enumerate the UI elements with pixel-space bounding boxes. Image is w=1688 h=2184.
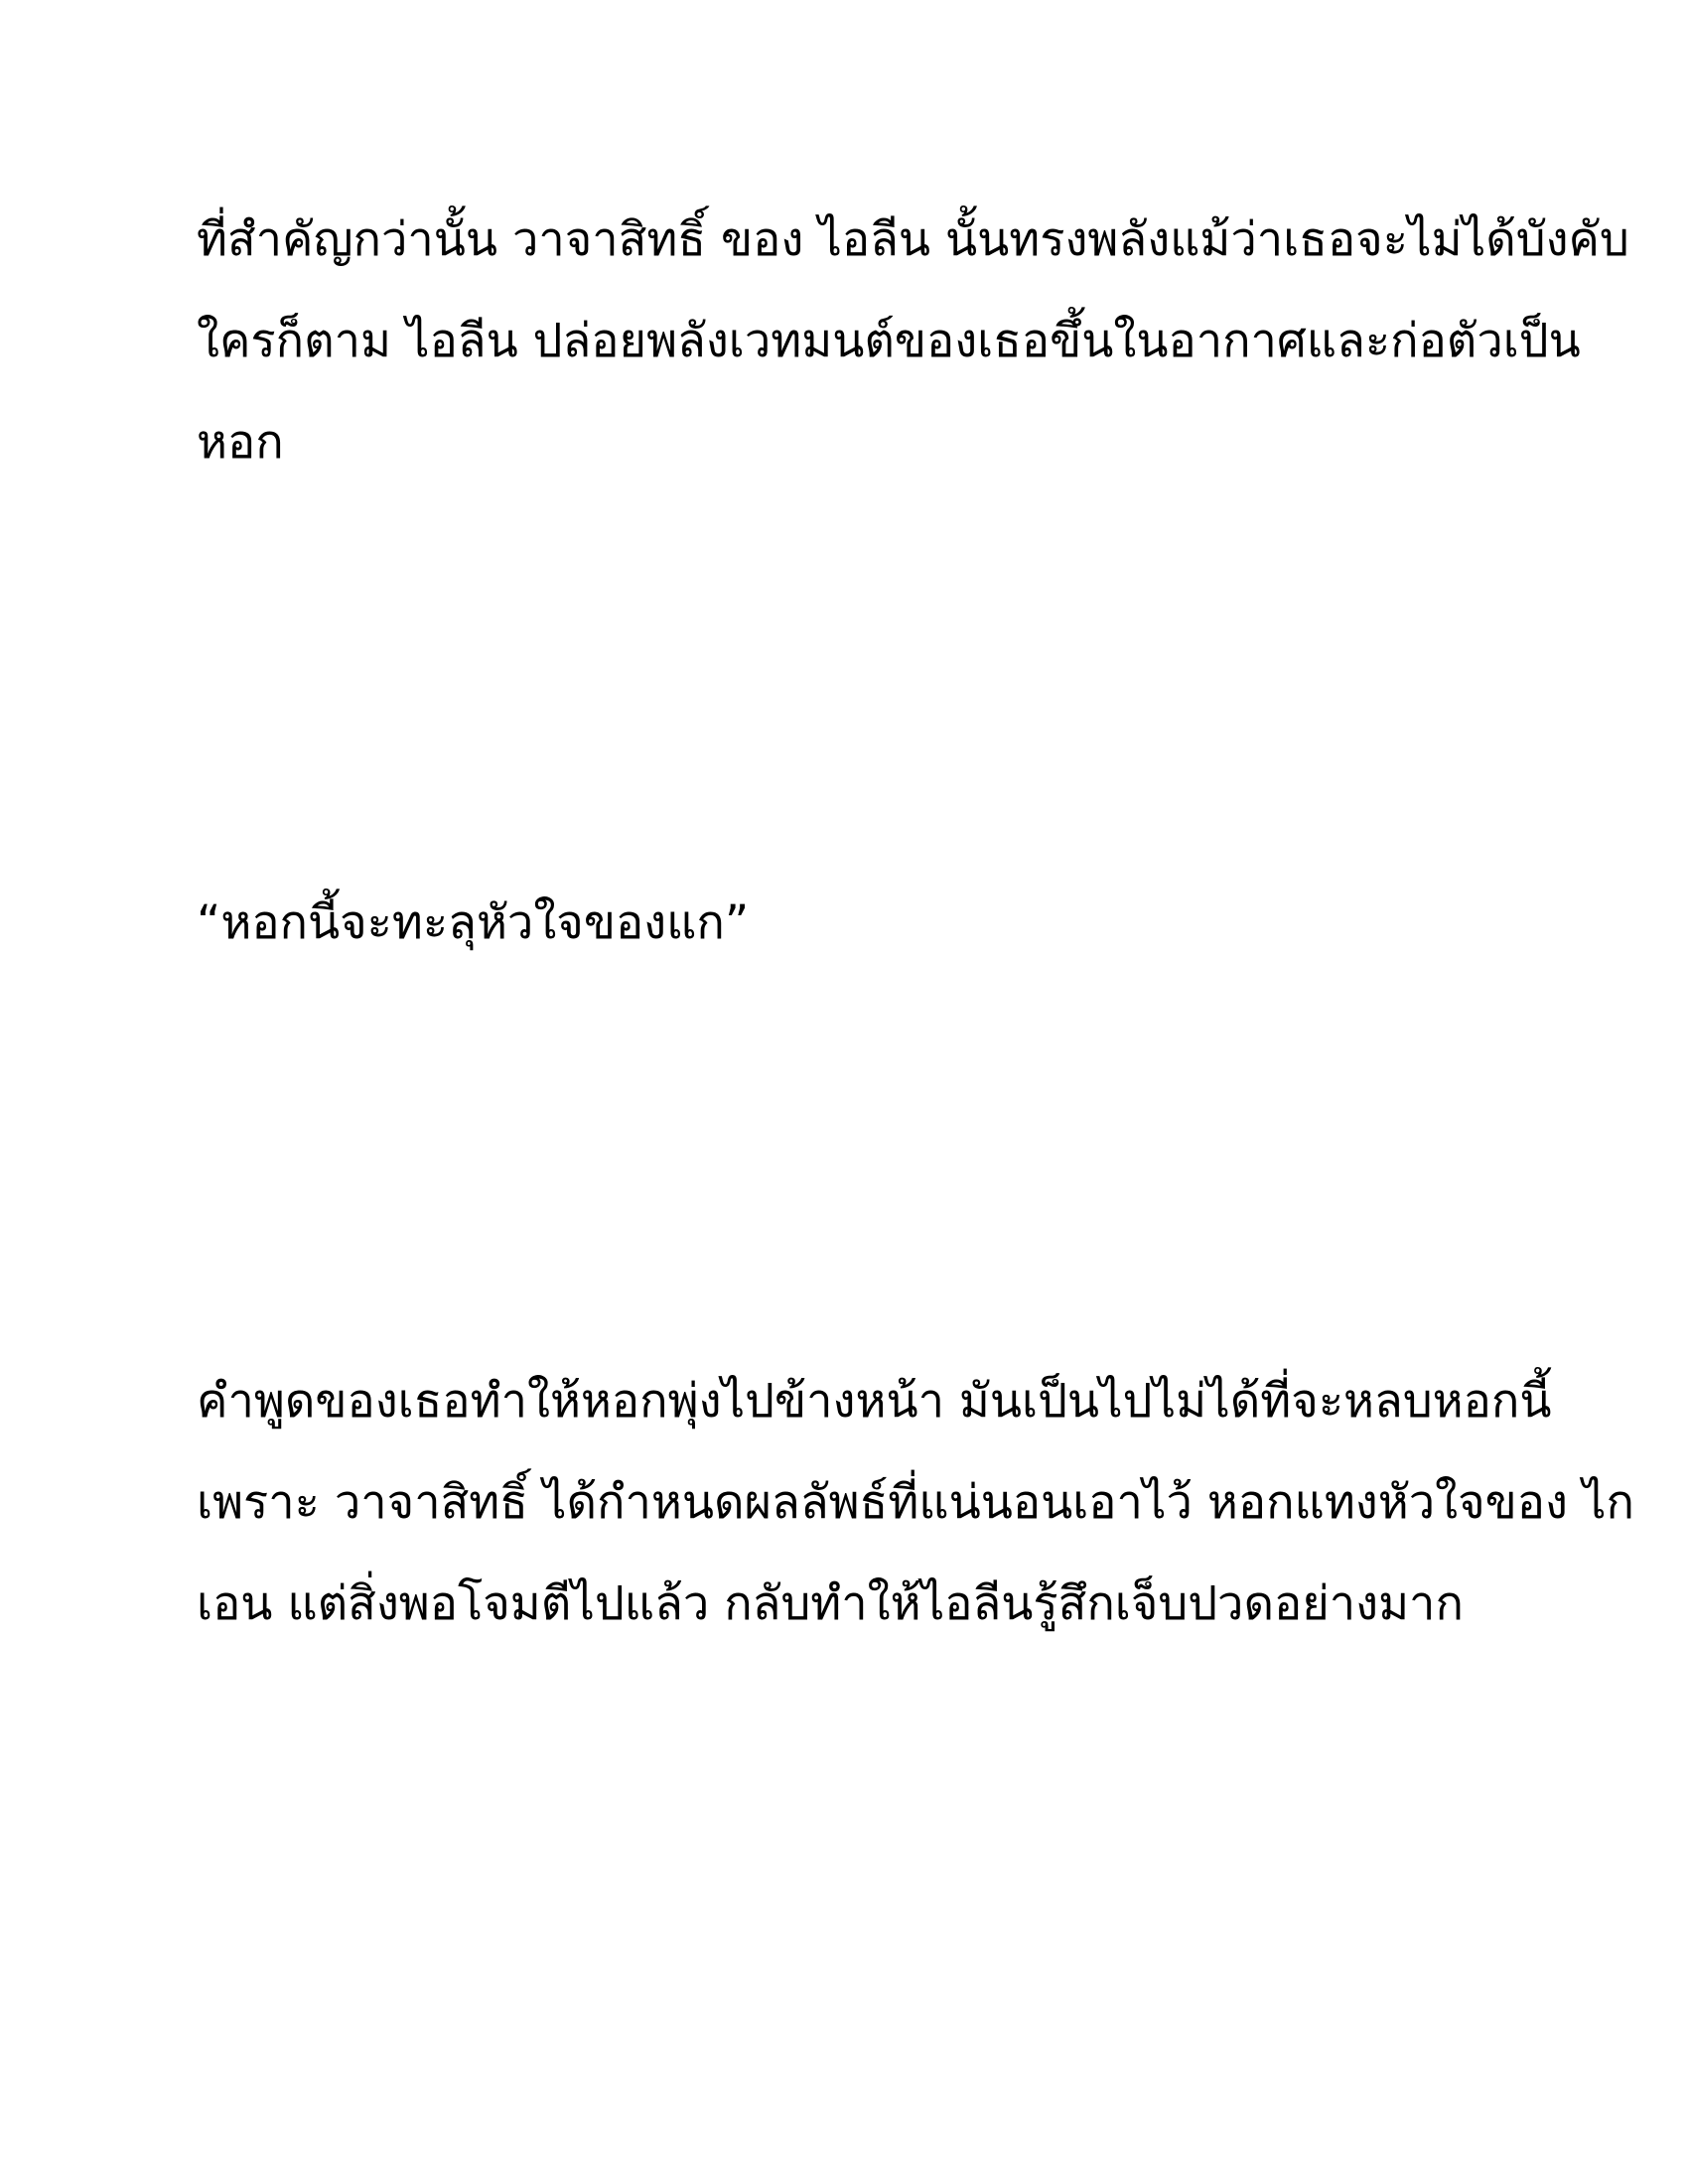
text-line: ที่สำคัญกว่านั้น วาจาสิทธิ์ ของ ไอลีน นั้นทรงพลังแม้ว่าเธอจะไม่ได้บังคับ [197, 212, 1629, 267]
text-line: ใครก็ตาม ไอลีน ปล่อยพลังเวทมนต์ของเธอขึ้นในอากาศและก่อตัวเป็น [197, 314, 1581, 368]
text-line: คำพูดของเธอทำให้หอกพุ่งไปข้างหน้า มันเป็นไปไม่ได้ที่จะหลบหอกนี้ [197, 1374, 1552, 1429]
dialogue-line: “หอกนี้จะทะลุหัวใจของแก” [197, 895, 750, 950]
text-line: เอน แต่สิ่งพอโจมตีไปแล้ว กลับทำให้ไอลีนรู้สึกเจ็บปวดอย่างมาก [197, 1576, 1464, 1631]
text-line: หอก [197, 415, 284, 470]
text-line: เพราะ วาจาสิทธิ์ ได้กำหนดผลลัพธ์ที่แน่นอนเอาไว้ หอกแทงหัวใจของ ไก [197, 1475, 1634, 1530]
